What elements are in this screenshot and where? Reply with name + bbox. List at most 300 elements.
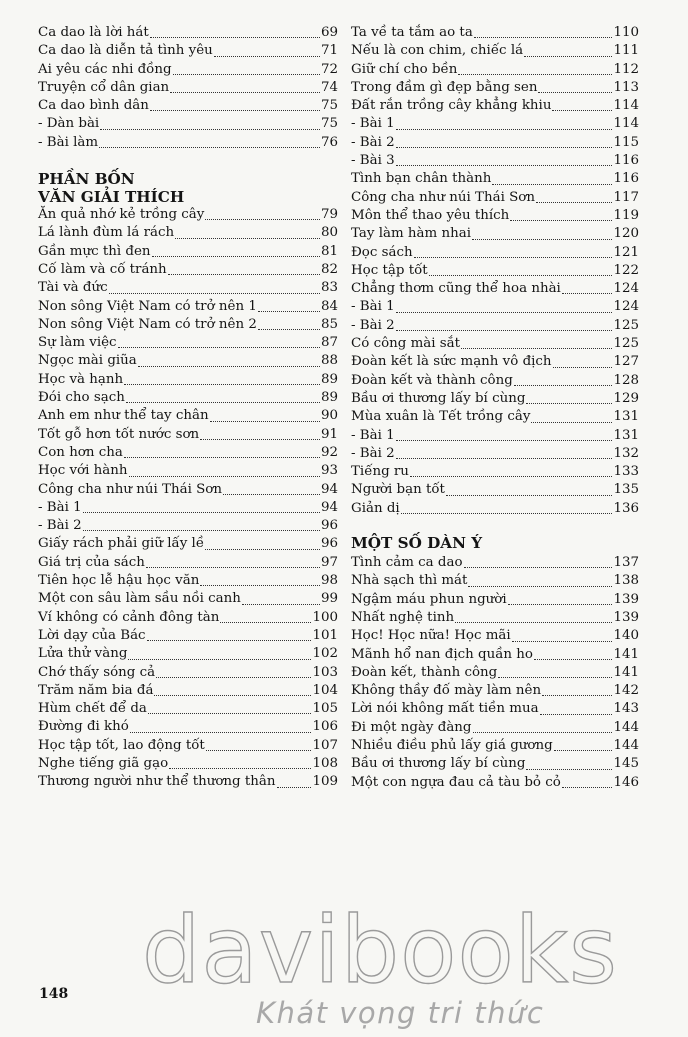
- dot-leader: [168, 274, 320, 275]
- toc-entry-title: Con hơn cha: [38, 444, 123, 460]
- toc-entry: [38, 371, 338, 389]
- dot-leader: [410, 476, 613, 477]
- dot-leader: [396, 458, 613, 459]
- toc-entry-page: 131: [613, 427, 639, 443]
- toc-entry: [351, 134, 639, 152]
- toc-entry-page: 80: [320, 225, 338, 241]
- toc-entry-page: 97: [320, 554, 338, 570]
- toc-entry: [38, 279, 338, 297]
- toc-entry-page: 121: [613, 244, 639, 260]
- toc-entry-page: 115: [613, 134, 639, 150]
- dot-leader: [562, 787, 613, 788]
- toc-entry-title: Ngậm máu phun người: [351, 591, 507, 607]
- toc-entry-page: 125: [613, 336, 639, 352]
- dot-leader: [152, 256, 320, 257]
- toc-entry-title: - Bài 2: [38, 518, 82, 534]
- toc-entry-page: 135: [613, 482, 639, 498]
- toc-entry-page: 93: [320, 463, 338, 479]
- toc-entry: [38, 718, 338, 736]
- dot-leader: [223, 494, 320, 495]
- toc-entry-page: 138: [613, 573, 639, 589]
- toc-entry-title: Trăm năm bia đá: [38, 682, 154, 698]
- toc-entry-page: 96: [320, 518, 338, 534]
- toc-entry-page: 102: [312, 646, 338, 662]
- toc-left-group-1: [38, 24, 338, 152]
- toc-entry: [38, 389, 338, 407]
- toc-entry-title: Tình cảm ca dao: [351, 555, 463, 571]
- toc-entry-page: 141: [613, 646, 639, 662]
- toc-entry: [38, 517, 338, 535]
- watermark-logo: davibooks: [142, 897, 618, 1004]
- toc-entry: [351, 737, 639, 755]
- toc-entry: [351, 79, 639, 97]
- toc-left-column: [38, 24, 338, 792]
- toc-entry: [38, 481, 338, 499]
- toc-entry-page: 84: [320, 298, 338, 314]
- toc-entry: [38, 627, 338, 645]
- toc-entry: [351, 481, 639, 499]
- toc-entry: [38, 206, 338, 224]
- toc-entry-page: 108: [312, 755, 338, 771]
- toc-entry: [38, 700, 338, 718]
- dot-leader: [130, 732, 312, 733]
- toc-entry-title: - Bài 1: [38, 499, 82, 515]
- toc-entry: [351, 627, 639, 645]
- dot-leader: [526, 769, 612, 770]
- toc-entry-page: 96: [320, 536, 338, 552]
- toc-entry: [351, 189, 639, 207]
- toc-entry-page: 146: [613, 774, 639, 790]
- toc-entry-title: Ngọc mài giũa: [38, 353, 137, 369]
- toc-entry-page: 75: [320, 98, 338, 114]
- toc-entry-title: Ăn quả nhớ kẻ trồng cây: [38, 207, 205, 223]
- dot-leader: [396, 129, 613, 130]
- toc-entry-title: Lá lành đùm lá rách: [38, 225, 175, 241]
- toc-entry-title: Thương người như thể thương thân: [38, 774, 276, 790]
- toc-entry-title: Mùa xuân là Tết trồng cây: [351, 409, 531, 425]
- toc-entry-page: 124: [613, 281, 639, 297]
- toc-entry-page: 116: [613, 171, 639, 187]
- toc-entry: [38, 554, 338, 572]
- toc-entry-title: Một con ngựa đau cả tàu bỏ cỏ: [351, 774, 561, 790]
- dot-leader: [170, 92, 320, 93]
- dot-leader: [214, 56, 320, 57]
- toc-entry: [351, 152, 639, 170]
- toc-entry-page: 128: [613, 372, 639, 388]
- toc-entry-title: Không thầy đố mày làm nên: [351, 683, 542, 699]
- toc-entry: [38, 261, 338, 279]
- toc-entry-title: Lời dạy của Bác: [38, 627, 146, 643]
- toc-entry-page: 141: [613, 664, 639, 680]
- dot-leader: [536, 202, 612, 203]
- toc-entry-title: Có công mài sắt: [351, 336, 461, 352]
- toc-entry: [38, 42, 338, 60]
- toc-entry-title: Ta về ta tắm ao ta: [351, 25, 473, 40]
- toc-right-column: [351, 24, 639, 792]
- toc-entry: [38, 134, 338, 152]
- toc-entry: [351, 244, 639, 262]
- toc-entry-title: Giản dị: [351, 500, 400, 516]
- toc-entry-title: Tiên học lễ hậu học văn: [38, 573, 200, 589]
- dot-leader: [150, 37, 320, 38]
- toc-entry-page: 69: [320, 25, 338, 40]
- dot-leader: [175, 238, 320, 239]
- dot-leader: [242, 604, 320, 605]
- toc-entry: [38, 407, 338, 425]
- dot-leader: [200, 585, 320, 586]
- toc-entry: [351, 115, 639, 133]
- dot-leader: [277, 787, 312, 788]
- toc-entry: [38, 352, 338, 370]
- toc-entry-page: 139: [613, 609, 639, 625]
- toc-entry: [351, 774, 639, 792]
- toc-entry: [38, 243, 338, 261]
- toc-entry-title: - Bài 2: [351, 445, 395, 461]
- toc-entry-page: 122: [613, 262, 639, 278]
- dot-leader: [396, 147, 613, 148]
- dot-leader: [210, 421, 320, 422]
- toc-entry-title: Bầu ơi thương lấy bí cùng: [351, 390, 526, 406]
- toc-entry-title: Tiếng ru: [351, 464, 409, 480]
- toc-entry-page: 116: [613, 153, 639, 169]
- toc-entry-title: Giữ chí cho bền: [351, 61, 458, 77]
- toc-entry-title: Công cha như núi Thái Sơn: [351, 189, 535, 205]
- toc-entry: [351, 500, 639, 518]
- dot-leader: [126, 402, 320, 403]
- toc-entry-page: 131: [613, 409, 639, 425]
- dot-leader: [396, 330, 613, 331]
- toc-entry: [351, 591, 639, 609]
- toc-entry-title: Học và hạnh: [38, 371, 124, 387]
- toc-entry-title: Đất rắn trồng cây khẳng khiu: [351, 98, 552, 114]
- dot-leader: [99, 147, 320, 148]
- toc-entry: [351, 97, 639, 115]
- toc-entry-title: Môn thể thao yêu thích: [351, 207, 510, 223]
- toc-entry: [38, 535, 338, 553]
- dot-leader: [455, 622, 612, 623]
- toc-entry: [351, 225, 639, 243]
- toc-entry-title: - Bài 2: [351, 134, 395, 150]
- toc-entry: [351, 682, 639, 700]
- toc-entry-page: 94: [320, 499, 338, 515]
- toc-entry-title: Tài và đức: [38, 280, 108, 296]
- toc-entry-title: - Bài làm: [38, 134, 99, 150]
- dot-leader: [464, 567, 613, 568]
- dot-leader: [124, 457, 320, 458]
- toc-entry-page: 85: [320, 316, 338, 332]
- toc-entry-title: Đoàn kết và thành công: [351, 372, 513, 388]
- toc-entry: [351, 207, 639, 225]
- toc-entry-title: - Bài 1: [351, 116, 395, 132]
- toc-entry-title: Học tập tốt: [351, 262, 428, 278]
- dot-leader: [396, 440, 613, 441]
- toc-entry-title: - Bài 3: [351, 153, 395, 169]
- toc-entry-page: 112: [613, 61, 639, 77]
- toc-entry-page: 88: [320, 353, 338, 369]
- toc-entry: [351, 609, 639, 627]
- toc-entry-page: 137: [613, 555, 639, 571]
- toc-entry-title: - Bài 2: [351, 317, 395, 333]
- toc-entry-page: 81: [320, 243, 338, 259]
- toc-entry-page: 136: [613, 500, 639, 516]
- toc-entry-title: Đọc sách: [351, 244, 413, 260]
- toc-entry-title: Công cha như núi Thái Sơn: [38, 481, 222, 497]
- toc-entry: [38, 737, 338, 755]
- toc-entry-title: Lời nói không mất tiền mua: [351, 701, 539, 717]
- dot-leader: [396, 312, 613, 313]
- toc-entry: [38, 755, 338, 773]
- toc-entry-page: 117: [613, 189, 639, 205]
- toc-entry-title: Cố làm và cố tránh: [38, 261, 167, 277]
- section-heading-outlines: MỘT SỐ DÀN Ý: [351, 534, 483, 553]
- toc-entry: [351, 572, 639, 590]
- toc-left-group-2: [38, 206, 338, 792]
- toc-right-group-1: [351, 24, 639, 518]
- toc-entry-title: Đói cho sạch: [38, 390, 125, 406]
- toc-entry-title: Đoàn kết là sức mạnh vô địch: [351, 354, 552, 370]
- toc-entry-title: Ví không có cảnh đông tàn: [38, 609, 220, 625]
- toc-entry-title: Anh em như thể tay chân: [38, 408, 209, 424]
- toc-entry-title: Đi một ngày đàng: [351, 719, 472, 735]
- dot-leader: [148, 713, 312, 714]
- toc-entry: [351, 408, 639, 426]
- dot-leader: [414, 257, 613, 258]
- toc-entry: [38, 24, 338, 42]
- toc-entry-page: 144: [613, 719, 639, 735]
- toc-entry-title: Học tập tốt, lao động tốt: [38, 737, 205, 753]
- dot-leader: [562, 293, 613, 294]
- dot-leader: [553, 367, 613, 368]
- toc-entry-title: - Bài 1: [351, 299, 395, 315]
- dot-leader: [542, 695, 612, 696]
- toc-entry-page: 76: [320, 134, 338, 150]
- toc-entry-title: Tình bạn chân thành: [351, 171, 492, 187]
- toc-entry-title: Nhà sạch thì mát: [351, 573, 468, 589]
- dot-leader: [200, 439, 320, 440]
- toc-entry-page: 74: [320, 79, 338, 95]
- toc-entry-title: Đoàn kết, thành công: [351, 664, 498, 680]
- toc-entry-page: 98: [320, 573, 338, 589]
- toc-entry: [38, 115, 338, 133]
- dot-leader: [396, 165, 613, 166]
- toc-entry-title: Tay làm hàm nhai: [351, 226, 471, 242]
- toc-entry-page: 140: [613, 628, 639, 644]
- toc-entry-title: - Dàn bài: [38, 116, 100, 132]
- toc-entry: [351, 646, 639, 664]
- toc-entry-page: 145: [613, 756, 639, 772]
- toc-entry: [38, 224, 338, 242]
- toc-entry: [351, 445, 639, 463]
- toc-entry: [351, 755, 639, 773]
- toc-entry: [351, 61, 639, 79]
- toc-entry-page: 103: [312, 664, 338, 680]
- toc-entry: [351, 390, 639, 408]
- toc-entry-page: 83: [320, 280, 338, 296]
- toc-entry: [38, 682, 338, 700]
- toc-entry-page: 144: [613, 737, 639, 753]
- toc-entry-page: 89: [320, 390, 338, 406]
- dot-leader: [458, 74, 612, 75]
- dot-leader: [508, 604, 613, 605]
- toc-entry-page: 104: [312, 682, 338, 698]
- toc-entry-page: 119: [613, 207, 639, 223]
- dot-leader: [205, 549, 320, 550]
- dot-leader: [156, 677, 311, 678]
- toc-entry-page: 100: [312, 609, 338, 625]
- dot-leader: [461, 348, 612, 349]
- toc-entry-title: Lửa thử vàng: [38, 646, 128, 662]
- toc-entry: [351, 317, 639, 335]
- toc-entry-title: Chẳng thơm cũng thể hoa nhài: [351, 281, 561, 297]
- toc-entry-page: 79: [320, 207, 338, 223]
- toc-entry-title: Một con sâu làm sầu nồi canh: [38, 591, 241, 607]
- toc-entry-title: Đường đi khó: [38, 719, 129, 735]
- dot-leader: [468, 586, 612, 587]
- toc-entry-title: Gần mực thì đen: [38, 243, 151, 259]
- dot-leader: [512, 641, 613, 642]
- toc-entry-page: 132: [613, 445, 639, 461]
- toc-entry-page: 114: [613, 116, 639, 132]
- toc-entry-title: Nghe tiếng giã gạo: [38, 755, 169, 771]
- toc-entry-page: 129: [613, 390, 639, 406]
- toc-entry-page: 71: [320, 43, 338, 59]
- toc-entry: [351, 719, 639, 737]
- dot-leader: [446, 495, 613, 496]
- dot-leader: [473, 732, 613, 733]
- toc-entry-page: 107: [312, 737, 338, 753]
- dot-leader: [552, 110, 612, 111]
- toc-entry-page: 106: [312, 719, 338, 735]
- dot-leader: [128, 659, 311, 660]
- toc-entry-title: Ca dao bình dân: [38, 98, 149, 114]
- toc-entry-title: Ai yêu các nhi đồng: [38, 61, 172, 77]
- toc-entry: [351, 372, 639, 390]
- dot-leader: [100, 129, 320, 130]
- toc-entry-title: Học với hành: [38, 463, 128, 479]
- toc-entry: [351, 353, 639, 371]
- dot-leader: [514, 385, 613, 386]
- toc-entry: [351, 280, 639, 298]
- dot-leader: [138, 366, 320, 367]
- dot-leader: [147, 640, 312, 641]
- toc-entry-title: - Bài 1: [351, 427, 395, 443]
- toc-entry: [38, 334, 338, 352]
- toc-entry: [351, 24, 639, 42]
- dot-leader: [258, 329, 320, 330]
- toc-entry-page: 91: [320, 426, 338, 442]
- toc-entry: [351, 298, 639, 316]
- toc-entry: [38, 645, 338, 663]
- toc-entry: [351, 262, 639, 280]
- toc-entry-page: 127: [613, 354, 639, 370]
- toc-entry-page: 133: [613, 464, 639, 480]
- toc-entry: [351, 664, 639, 682]
- dot-leader: [154, 695, 311, 696]
- dot-leader: [472, 239, 612, 240]
- toc-entry-page: 87: [320, 335, 338, 351]
- toc-entry-title: Mãnh hổ nan địch quần ho: [351, 646, 533, 662]
- toc-entry: [351, 554, 639, 572]
- toc-entry-page: 92: [320, 444, 338, 460]
- dot-leader: [401, 513, 613, 514]
- toc-entry: [38, 572, 338, 590]
- toc-entry: [38, 773, 338, 791]
- dot-leader: [534, 659, 612, 660]
- watermark-tagline: Khát vọng tri thức: [256, 996, 545, 1030]
- toc-entry-page: 111: [613, 43, 639, 59]
- toc-entry-title: Trong đầm gì đẹp bằng sen: [351, 79, 538, 95]
- toc-entry-title: Giấy rách phải giữ lấy lề: [38, 536, 205, 552]
- dot-leader: [510, 220, 612, 221]
- toc-entry: [38, 61, 338, 79]
- section-heading-part-four: PHẦN BỐN: [38, 170, 135, 189]
- toc-entry-page: 75: [320, 116, 338, 132]
- dot-leader: [538, 92, 612, 93]
- dot-leader: [146, 567, 320, 568]
- toc-entry: [38, 426, 338, 444]
- toc-entry-page: 142: [613, 683, 639, 699]
- toc-entry-page: 113: [613, 79, 639, 95]
- dot-leader: [124, 384, 320, 385]
- dot-leader: [531, 422, 612, 423]
- dot-leader: [169, 768, 311, 769]
- toc-entry-page: 120: [613, 226, 639, 242]
- toc-entry-page: 99: [320, 591, 338, 607]
- dot-leader: [205, 219, 320, 220]
- toc-entry-title: Ca dao là diễn tả tình yêu: [38, 43, 213, 59]
- toc-entry-page: 82: [320, 261, 338, 277]
- toc-entry-page: 89: [320, 371, 338, 387]
- toc-entry-title: Chớ thấy sóng cả: [38, 664, 156, 680]
- toc-entry-page: 101: [312, 627, 338, 643]
- toc-entry-title: Non sông Việt Nam có trở nên 2: [38, 316, 257, 332]
- dot-leader: [83, 512, 320, 513]
- toc-entry-title: Hùm chết để da: [38, 701, 147, 717]
- dot-leader: [173, 74, 320, 75]
- toc-entry-page: 143: [613, 701, 639, 717]
- toc-entry: [38, 444, 338, 462]
- toc-entry: [351, 42, 639, 60]
- toc-entry-title: Truyện cổ dân gian: [38, 79, 170, 95]
- toc-entry: [38, 590, 338, 608]
- dot-leader: [150, 110, 320, 111]
- dot-leader: [474, 37, 613, 38]
- toc-entry-page: 90: [320, 408, 338, 424]
- toc-entry-page: 125: [613, 317, 639, 333]
- dot-leader: [554, 750, 613, 751]
- toc-entry-page: 105: [312, 701, 338, 717]
- toc-entry: [351, 463, 639, 481]
- toc-entry-title: Học! Học nữa! Học mãi: [351, 628, 511, 644]
- dot-leader: [206, 750, 312, 751]
- toc-right-group-2: [351, 554, 639, 792]
- toc-entry-page: 72: [320, 61, 338, 77]
- toc-entry-page: 124: [613, 299, 639, 315]
- toc-entry-title: Sự làm việc: [38, 335, 117, 351]
- toc-entry-page: 114: [613, 98, 639, 114]
- toc-entry: [38, 298, 338, 316]
- toc-entry-title: Nhất nghệ tinh: [351, 609, 455, 625]
- toc-entry-title: Bầu ơi thương lấy bí cùng: [351, 756, 526, 772]
- dot-leader: [109, 293, 320, 294]
- dot-leader: [540, 714, 613, 715]
- toc-entry: [38, 664, 338, 682]
- toc-entry-title: Non sông Việt Nam có trở nên 1: [38, 298, 257, 314]
- toc-entry: [38, 609, 338, 627]
- dot-leader: [429, 275, 613, 276]
- toc-entry: [351, 170, 639, 188]
- dot-leader: [524, 56, 612, 57]
